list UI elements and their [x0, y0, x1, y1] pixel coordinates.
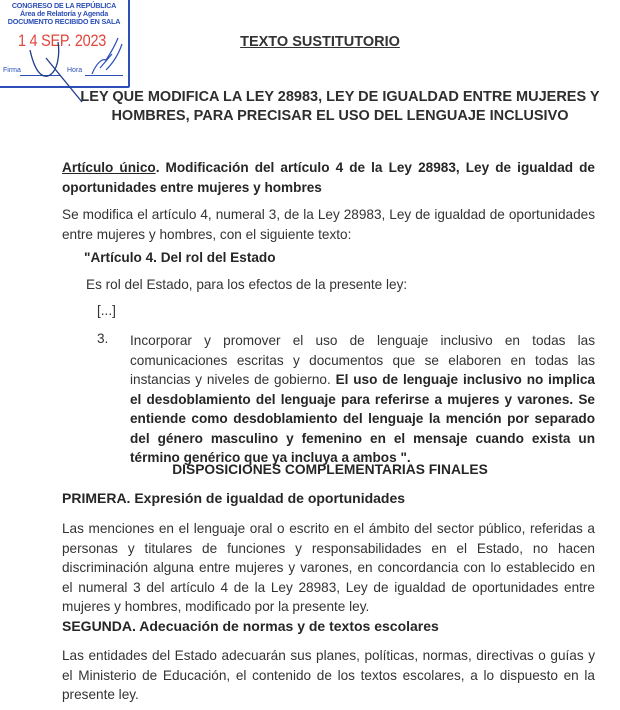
article-heading-text: . Modificación del artículo 4 de la Ley 28983, Ley de igualdad de oportunidades entre mujeres y hombres [62, 160, 595, 195]
numeral-text-regular: Incorporar y promover el uso de lenguaje inclusivo en todas las comunicaciones escritas y documentos que se elaboren en todas las instancias y niveles de gobierno. [130, 333, 595, 387]
stamp-received-line: DOCUMENTO RECIBIDO EN SALA [7, 17, 121, 26]
omission-marker: [...] [97, 303, 116, 318]
primera-heading: PRIMERA. Expresión de igualdad de oportunidades [62, 490, 406, 506]
numeral-text [130, 331, 595, 468]
quoted-article-title: "Artículo 4. Del rol del Estado [84, 250, 276, 265]
dispositions-title: DISPOSICIONES COMPLEMENTARIAS FINALES [172, 462, 488, 477]
article-heading [62, 158, 595, 197]
stamp-date: 1 4 SEP. 2023 [18, 31, 107, 50]
stamp-area-line: Área de Relatoría y Agenda [19, 9, 108, 18]
primera-body: Las menciones en el lenguaje oral o escrito en el ámbito del sector público, referidas a personas y titulares de funciones y responsabilidades en el Estado, no hacen discriminación alguna entre mujeres y varones, en concordancia con lo establecido en el numeral 3 del artículo 4 de la Ley 28983, Ley de igualdad de oportunidades entre mujeres y hombres, modificado por la presente ley. [62, 521, 595, 614]
document-title: TEXTO SUSTITUTORIO [240, 34, 400, 50]
segunda-body: Las entidades del Estado adecuarán sus planes, políticas, normas, directivas o guías y el Ministerio de Educación, el contenido de los textos escolares, a lo dispuesto en la presente ley. [62, 648, 595, 702]
stamp-congress-line: CONGRESO DE LA REPÚBLICA [11, 1, 117, 10]
stamp-firma-label: Firma [3, 67, 21, 74]
law-title: LEY QUE MODIFICA LA LEY 28983, LEY DE IGUALDAD ENTRE MUJERES Y HOMBRES, PARA PRECISAR EL USO DEL LENGUAJE INCLUSIVO [80, 89, 600, 124]
numeral-number: 3. [97, 331, 109, 346]
article-body: Se modifica el artículo 4, numeral 3, de la Ley 28983, Ley de igualdad de oportunidades entre mujeres y hombres, con el siguiente texto: [62, 207, 595, 242]
quoted-article-intro: Es rol del Estado, para los efectos de la presente ley: [86, 277, 408, 292]
stamp-hora-label: Hora [67, 67, 83, 74]
numeral-text-bold: El uso de lenguaje inclusivo no implica el desdoblamiento del lenguaje para referirse a mujeres y varones. Se entiende como desdoblamiento del lenguaje la mención por separado del género masculino y femenino en el mensaje cuando exista un término genérico que ya incluya a ambos ". [130, 372, 595, 465]
article-label: Artículo único [62, 160, 156, 175]
segunda-heading: SEGUNDA. Adecuación de normas y de textos escolares [62, 618, 439, 634]
